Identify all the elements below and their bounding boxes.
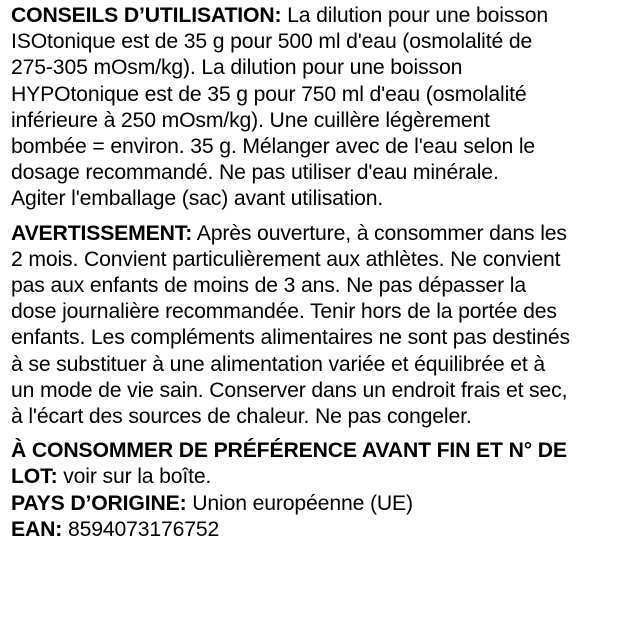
- origin-heading: PAYS D’ORIGINE:: [11, 491, 187, 515]
- origin-text: Union européenne (UE): [186, 491, 413, 515]
- warning-heading: AVERTISSEMENT:: [11, 221, 193, 245]
- best-before-line: [11, 438, 611, 490]
- best-before-heading: À CONSOMMER DE PRÉFÉRENCE AVANT FIN ET N° DE LOT:: [11, 439, 567, 489]
- usage-text: La dilution pour une boisson ISOtonique est de 35 g pour 500 ml d'eau (osmolalité de 275-305 mOsm/kg). La dilution pour une boisson HYPOtonique est de 35 g pour 750 ml d'eau (osmolalité inférieure à 250 mOsm/kg). Une cuillère légèrement bombée = environ. 35 g. Mélanger avec de l'eau selon le dosage recommandé. Ne pas utiliser d'eau minérale. Agiter l'emballage (sac) avant utilisation.: [11, 4, 548, 211]
- product-info: [11, 438, 611, 543]
- ean-text: 8594073176752: [62, 517, 220, 541]
- ean-line: [11, 517, 611, 543]
- usage-heading: CONSEILS D’UTILISATION:: [11, 4, 282, 27]
- best-before-text: voir sur la boîte.: [57, 465, 212, 489]
- warning-text: Après ouverture, à consommer dans les 2 mois. Convient particulièrement aux athlètes. Ne convient pas aux enfants de moins de 3 ans. Ne pas dépasser la dose journalière recommandée. Tenir hors de la portée des enfants. Les compléments alimentaires ne sont pas destinés à se substituer à une alimentation variée et équilibrée et à un mode de vie sain. Conserver dans un endroit frais et sec, à l'écart des sources de chaleur. Ne pas congeler.: [11, 221, 570, 429]
- usage-instructions: [11, 3, 551, 213]
- origin-line: [11, 491, 611, 517]
- warning-section: [11, 221, 571, 431]
- ean-heading: EAN:: [11, 517, 63, 541]
